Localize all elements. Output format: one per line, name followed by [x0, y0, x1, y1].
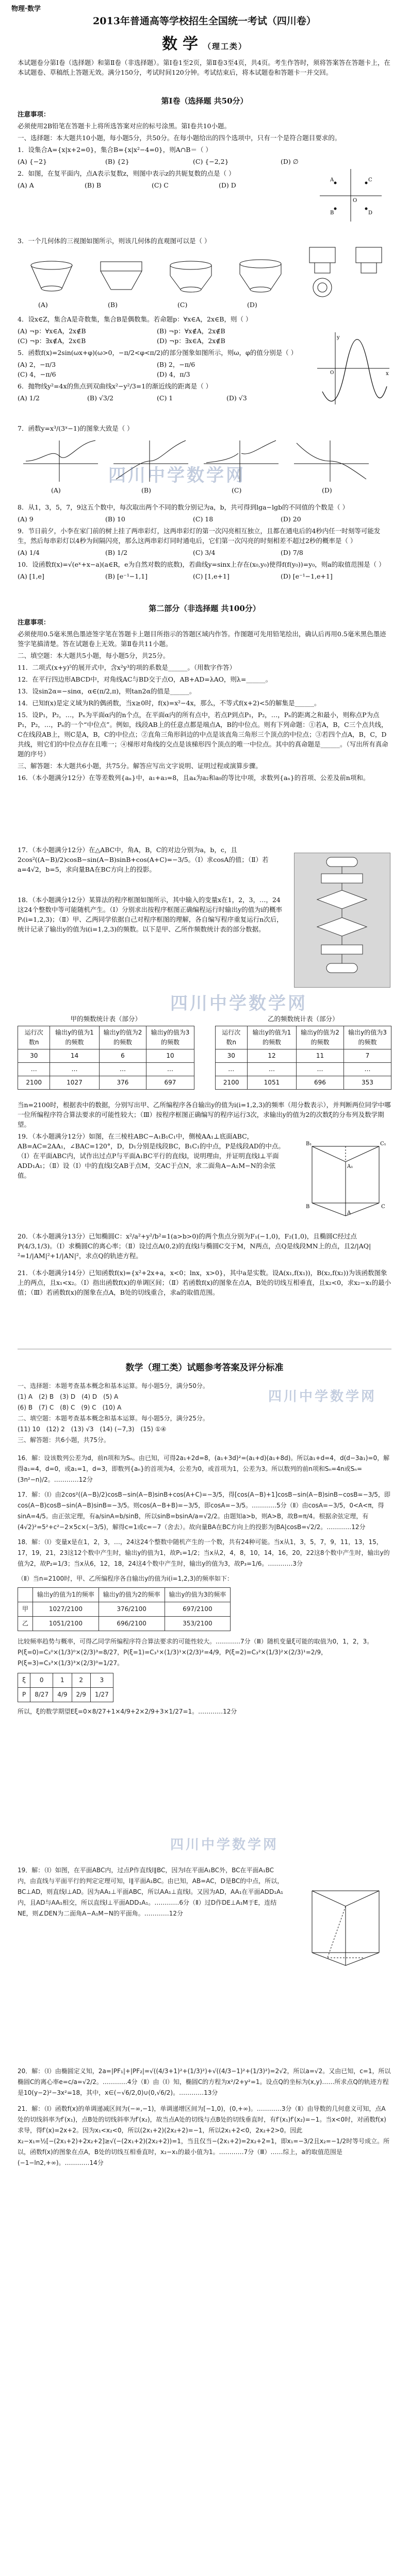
watermark-2: 四川中学数学网	[170, 993, 307, 1014]
solve-heading: 三、解答题：共6小题，共75分。	[18, 1436, 110, 1444]
question-16: 16．（本小题满分12分）在等差数列{aₙ}中，a₁+a₃=8，且a₄为a₂和a₉的等比中项，求数列{aₙ}的首项、公差及前n项和。	[18, 774, 370, 782]
q5-options: (A) 2，−π/3 (B) 2，−π/6 (C) 4，−π/6 (D) 4，π/3	[18, 361, 195, 378]
q2-options: (A) A (B) B (C) C (D) D	[18, 181, 236, 189]
question-7: 7．函数y=x³/(3ˣ−1)的图象大致是（ ）	[18, 425, 134, 432]
watermark-1: 四川中学数学网	[108, 465, 246, 486]
question-20: 20．（本小题满分13分）已知椭圆C：x²/a²+y²/b²=1(a>b>0)的两个焦点分别为F₁(−1,0)，F₂(1,0)，且椭圆C经过点P(4/3,1/3)。（Ⅰ）求椭圆C的离心率；（Ⅱ）设过点A(0,2)的直线l与椭圆C交于M，N两点，点Q是线段MN上的点，且2/|AQ|²=1/|AM|²+1/|AN|²，求点Q的轨迹方程。	[18, 1232, 371, 1260]
answer-18-more: 比较频率趋势与概率，可得乙同学所编程序符合算法要求的可能性较大。…………7分（Ⅲ）随机变量ξ可能的取值为0，1，2，3。P(ξ=0)=C₃⁰×(1/3)⁰×(2/3)³=8/27，P(ξ=1)=C₃¹×(1/3)¹×(2/3)²=4/9，P(ξ=2)=C₃²×(1/3)²×(2/3)¹=2/9，P(ξ=3)=C₃³×(1/3)³×(2/3)⁰=1/27。	[18, 1638, 373, 1667]
answer-19: 19．解：（Ⅰ）如图，在平面ABC内，过点P作直线l∥BC，因为l在平面A₁BC外，BC在平面A₁BC内，由直线与平面平行的判定定理可知，l∥平面A₁BC。由已知，AB=AC，D是BC的中点，所以，BC⊥AD，则直线l⊥AD。因为AA₁⊥平面ABC，所以AA₁⊥直线l。又因为AD，AA₁在平面ADD₁A₁内，且AD与AA₁相交，所以直线l⊥平面ADD₁A₁。…………6分（Ⅱ）过D作DE⊥A₁M于E，连结NE，则∠DEN为二面角A−A₁M−N的平面角。…………12分	[18, 1867, 284, 1917]
flowchart-figure	[294, 853, 390, 988]
svg-text:C: C	[381, 1204, 385, 1210]
three-view-figure	[304, 242, 392, 299]
subject-variant: （理工类）	[203, 42, 247, 51]
answer-17: 17．解：（Ⅰ）由2cos²((A−B)/2)cosB−sin(A−B)sinB+cos(A+C)=−3/5，得[cos(A−B)+1]cosB−sin(A−B)sinB−cosB=−3/5，即cos(A−B)cosB−sin(A−B)sinB=−3/5。则cos(A−B+B)=−3/5，即cosA=−3/5。…………5分（Ⅱ）由cosA=−3/5，0<A<π，得sinA=4/5。由正弦定理，有a/sinA=b/sinB，所以sinB=bsinA/a=√2/2。由题知a>b，则A>B，故B=π/4。根据余弦定理，有(4√2)²=5²+c²−2×5c×(−3/5)，解得c=1或c=−7（舍去）。故向量BA在BC方向上的投影为|BA|cosB=√2/2。…………12分	[18, 1491, 390, 1531]
table-jia-title: 甲的频数统计表（部分）	[70, 1015, 141, 1023]
solve-instruction: 三、解答题：本大题共6小题，共75分。解答应写出文字说明、证明过程或演算步骤。	[18, 762, 262, 770]
svg-text:x: x	[386, 371, 389, 377]
subject-title	[0, 31, 409, 54]
question-17: 17．（本小题满分12分）在△ABC中，角A，B，C的对边分别为a，b，c，且2cos²((A−B)/2)cosB−sin(A−B)sinB+cos(A+C)=−3/5。（Ⅰ）求cosA的值；（Ⅱ）若a=4√2，b=5，求向量BA在BC方向上的投影。	[18, 846, 269, 873]
part1-heading: 第Ⅰ卷（选择题 共50分）	[161, 96, 248, 106]
q7-options: (A) (B) (C) (D)	[51, 486, 332, 494]
svg-text:O: O	[353, 198, 357, 204]
question-15: 15．设P₁，P₂，…，Pₙ为平面α内的n个点，在平面α内的所有点中，若点P到点P₁，P₂，…，Pₙ的距离之和最小，则称点P为点P₁，P₂，…，Pₙ的一个“中位点”。例如，线段AB上的任意点都是端点A，B的中位点。则有下列命题：①若A，B，C三个点共线，C在线段AB上，则C是A，B，C的中位点；②直角三角形斜边的中点是该直角三角形三个顶点的中位点；③若四个点A，B，C，D共线，则它们的中位点存在且唯一；④梯形对角线的交点是该梯形四个顶点的唯一中位点。其中的真命题是______。（写出所有真命题的序号）	[18, 711, 388, 758]
complex-plane-figure	[315, 165, 387, 227]
answer-20: 20．解：（Ⅰ）由椭圆定义知，2a=|PF₁|+|PF₂|=√((4/3+1)²+(1/3)²)+√((4/3−1)²+(1/3)²)=2√2，所以a=√2。又由已知，c=1，所以椭圆C的离心率e=c/a=√2/2。…………4分（Ⅱ）由（Ⅰ）知，椭圆C的方程为x²/2+y²=1。设点Q的坐标为(x,y)……所求点Q的轨迹方程是10(y−2)²−3x²=18，其中，x∈(−√6/2,0)∪(0,√6/2)。…………13分	[18, 2067, 391, 2096]
q10-options: (A) [1,e] (B) [e⁻¹−1,1] (C) [1,e+1] (D) [e⁻¹−1,e+1]	[18, 572, 333, 580]
svg-text:B: B	[330, 210, 334, 216]
svg-text:O: O	[330, 370, 334, 376]
intro	[18, 58, 391, 79]
answer-19-figure	[302, 1875, 389, 1968]
svg-text:D: D	[368, 210, 373, 216]
question-1: 1．设集合A={x|x+2=0}，集合B={x|x²−4=0}，则A∩B＝（ ）	[18, 146, 212, 154]
q7-block	[18, 423, 391, 435]
question-9: 9．节日前夕，小李在家门前的树上挂了两串彩灯，这两串彩灯的第一次闪亮相互独立，且都在通电后的4秒内任一时刻等可能发生，然后每串彩灯以4秒为间隔闪亮，那么这两串彩灯同时通电后，它们第一次闪亮的时刻相差不超过2秒的概率是（ ）	[18, 527, 381, 545]
part1-notes: 必须使用2B铅笔在答题卡上将所选答案对应的标号涂黑。第Ⅰ卷共10小题。	[18, 122, 231, 130]
q4-options: (A) ¬p：∀x∈A，2x∉B (B) ¬p：∀x∉A，2x∉B (C) ¬p：∃x∉A，2x∈B (D) ¬p：∃x∈A，2x∉B	[18, 327, 225, 345]
question-14: 14．已知f(x)是定义域为R的偶函数，当x≥0时，f(x)=x²−4x，那么，不等式f(x+2)<5的解集是______。	[18, 699, 321, 707]
q8-q10-block	[18, 502, 391, 583]
q3-option-solids	[21, 258, 299, 299]
answer-21: 21．解：（Ⅰ）函数f(x)的单调递减区间为(−∞,−1)，单调递增区间为[−1,0)，(0,+∞)。…………3分（Ⅱ）由导数的几何意义可知，点A处的切线斜率为f′(x₁)，点B处的切线斜率为f′(x₂)，故当点A处的切线与点B处的切线垂直时，有f′(x₁)f′(x₂)=−1。当x<0时，对函数f(x)求导，得f′(x)=2x+2。因为x₁<x₂<0，所以(2x₁+2)(2x₂+2)=−1，所以2x₁+2<0，2x₂+2>0。因此x₂−x₁=½[−(2x₁+2)+2x₂+2]≥√(−(2x₁+2)(2x₂+2))=1，当且仅当−(2x₁+2)=2x₂+2=1，即x₁=−3/2且x₂=−1/2时等号成立。所以，函数f(x)的图象在点A，B处的切线互相垂直时，x₂−x₁的最小值为1。…………7分（Ⅲ）……综上，a的取值范围是(−1−ln2,+∞)。…………14分	[18, 2105, 390, 2166]
q20-q21-block	[18, 1231, 391, 1299]
svg-text:A: A	[347, 1210, 351, 1216]
answer-18-expect: 所以，ξ的数学期望Eξ=0×8/27+1×4/9+2×2/9+3×1/27=1。…………12分	[18, 1708, 237, 1715]
subject-name: 数学	[161, 35, 203, 53]
question-18-more: 当n=2100时，根据表中的数据，分别写出甲、乙所编程序各自输出y的值为i(i=1,2,3)的频率（用分数表示），并判断两位同学中哪一位所编程序符合算法要求的可能性较大；（Ⅲ）按程序框图正确编写的程序运行3次，求输出y的值为2的次数ξ的分布列及数学期望。	[18, 1101, 391, 1128]
table-jia: 运行次数n 输出y的值为1的频数 输出y的值为2的频数 输出y的值为3的频数 30 14 6 10 … … … … 2100 1027 376 697	[18, 1026, 194, 1090]
answer-18-freq-table: 输出y的值为1的频率 输出y的值为2的频率 输出y的值为3的频率 甲 1027/2100 376/2100 697/2100 乙 1051/2100 696/2100 353/2100	[18, 1587, 231, 1631]
question-12: 12．在平行四边形ABCD中，对角线AC与BD交于点O，AB+AD=λAO，则λ=______。	[18, 675, 272, 683]
answers-20-21	[18, 2066, 391, 2174]
part1-instruction: 一、选择题：本大题共10小题，每小题5分，共50分。在每小题给出的四个选项中，只有一个是符合题目要求的。	[18, 134, 341, 142]
table-yi: 运行次数n 输出y的值为1的频数 输出y的值为2的频数 输出y的值为3的频数 30 12 11 7 … … … … 2100 1051 696 353	[215, 1026, 392, 1090]
part2-notes: 必须使用0.5毫米黑色墨迹签字笔在答题卡上题目所指示的答题区域内作答。作图题可先用铅笔绘出，确认后再用0.5毫米黑色墨迹签字笔描清楚。答在试题卷上无效。第Ⅱ卷共11小题。	[18, 630, 386, 648]
choice-row-1: (1) A (2) B (3) D (4) D (5) A	[18, 1393, 119, 1400]
question-8: 8．从1，3，5，7，9这五个数中，每次取出两个不同的数分别记为a，b，共可得到lga−lgb的不同值的个数是（ ）	[18, 503, 349, 511]
exam-title: 2013年普通高等学校招生全国统一考试（四川卷）	[93, 15, 316, 27]
prism-figure	[302, 1131, 389, 1218]
answer-18-table-title: （Ⅱ）当n=2100时，甲、乙所编程序各自输出y的值为i(i=1,2,3)的频率如下：	[18, 1575, 233, 1582]
question-21: 21．（本小题满分14分）已知函数f(x)={x²+2x+a，x<0；lnx，x>0}，其中a是实数。设A(x₁,f(x₁))，B(x₂,f(x₂))为该函数图象上的两点，且x₁<x₂。（Ⅰ）指出函数f(x)的单调区间；（Ⅱ）若函数f(x)的图象在点A，B处的切线互相垂直，且x₂<0，求x₂−x₁的最小值；（Ⅲ）若函数f(x)的图象在点A，B处的切线重合，求a的取值范围。	[18, 1269, 391, 1296]
question-2: 2．如图，在复平面内，点A表示复数z，则图中表示z的共轭复数的点是（ ）	[18, 170, 235, 177]
part2-fill-block	[18, 617, 391, 785]
svg-text:B₁: B₁	[306, 1141, 312, 1147]
q3-options: (A) (B) (C) (D)	[38, 301, 257, 309]
svg-text:y: y	[337, 335, 340, 341]
question-11: 11．二项式(x+y)⁵的展开式中，含x²y³的项的系数是______。（用数字作答）	[18, 664, 236, 671]
answer-18-dist-table: ξ 0 1 2 3 P 8/27 4/9 2/9 1/27	[18, 1673, 113, 1702]
q4-q6-block	[18, 314, 306, 405]
intro-text: 本试题卷分第Ⅰ卷（选择题）和第Ⅱ卷（非选择题）。第Ⅰ卷1至2页，第Ⅱ卷3至4页，共4页。考生作答时，须将答案答在答题卡上，在本试题卷、草稿纸上答题无效。满分150分，考试时间120分钟。考试结束后，将本试题卷和答题卡一并交回。	[18, 59, 390, 76]
question-18: 18．（本小题满分12分）某算法的程序框图如图所示，其中输入的变量x在1，2，3，…，24这24个整数中等可能随机产生。（Ⅰ）分别求出按程序框图正确编程运行时输出y的值为i的概率Pᵢ(i=1,2,3)；（Ⅱ）甲、乙两同学依据自己对程序框图的理解，各自编写程序重复运行n次后，统计记录了输出y的值为i(i=1,2,3)的频数。以下是甲、乙所作频数统计表的部分数据。	[18, 896, 283, 933]
svg-text:B: B	[306, 1204, 310, 1210]
question-6: 6．抛物线y²=4x的焦点到双曲线x²−y²/3=1的渐近线的距离是（ ）	[18, 382, 212, 390]
table-yi-title: 乙的频数统计表（部分）	[267, 1015, 339, 1023]
sine-graph-figure	[315, 330, 392, 407]
q9-options: (A) 1/4 (B) 1/2 (C) 3/4 (D) 7/8	[18, 549, 303, 556]
q18-tables	[18, 1014, 391, 1090]
answers-19	[18, 1865, 286, 1923]
answers-16-18	[18, 1453, 391, 1721]
question-5: 5．函数f(x)=2sin(ωx+φ)(ω>0，−π/2<φ<π/2)的部分图象如图所示，则ω，φ的值分别是（ ）	[18, 349, 298, 357]
question-3: 3．一个几何体的三视图如图所示，则该几何体的直观图可以是（ ）	[18, 237, 211, 245]
fill-instruction: 二、填空题：本大题共5小题，每小题5分，共25分。	[18, 652, 170, 659]
svg-text:C: C	[368, 177, 372, 183]
part2-heading: 第二部分（非选择题 共100分）	[149, 604, 260, 613]
choice-heading: 一、选择题：本题考查基本概念和基本运算。每小题5分，满分50分。	[18, 1382, 209, 1389]
q6-options: (A) 1/2 (B) √3/2 (C) 1 (D) √3	[18, 394, 247, 402]
svg-text:C₁: C₁	[380, 1141, 386, 1147]
q1-options: (A) {−2} (B) {2} (C) {−2,2} (D) ∅	[18, 158, 299, 165]
answers-title: 数学（理工类）试题参考答案及评分标准	[125, 1363, 284, 1373]
watermark-4: 四川中学数学网	[170, 1837, 279, 1853]
question-13: 13．设sin2α=−sinα，α∈(π/2,π)，则tan2α的值是______。	[18, 687, 196, 695]
header-tag: 物理·数学	[11, 5, 41, 13]
watermark-3: 四川中学数学网	[268, 1389, 377, 1404]
choice-row-2: (6) B (7) C (8) C (9) C (10) A	[18, 1404, 122, 1411]
part2-notes-title: 注意事项：	[18, 618, 50, 626]
fill-row: (11) 10 (12) 2 (13) √3 (14) (−7,3) (15) ①④	[18, 1426, 167, 1433]
question-4: 4．设x∈Z，集合A是奇数集，集合B是偶数集。若命题p：∀x∈A，2x∈B，则（ ）	[18, 315, 252, 323]
question-10: 10．设函数f(x)=√(eˣ+x−a)(a∈R，e为自然对数的底数)，若曲线y=sinx上存在(x₀,y₀)使得f(f(y₀))=y₀，则a的取值范围是（ ）	[18, 561, 385, 568]
fill-heading: 二、填空题：本题考查基本概念和基本运算。每小题5分，满分25分。	[18, 1415, 209, 1422]
answer-18: 18．解：（Ⅰ）变量x是在1，2，3，…，24这24个整数中随机产生的一个数，共有24种可能。当x从1，3，5，7，9，11，13，15，17，19，21，23这12个数中产生时，输出y的值为1，故P₁=1/2；当x从2，4，8，10，14，16，20，22这8个数中产生时，输出y的值为2，故P₂=1/3；当x从6，12，18，24这4个数中产生时，输出y的值为3，故P₃=1/6。…………3分	[18, 1538, 390, 1567]
svg-text:A: A	[330, 177, 334, 183]
q17-block	[18, 845, 286, 936]
part1-notes-title: 注意事项：	[18, 110, 50, 118]
svg-text:A₁: A₁	[347, 1164, 353, 1170]
answer-16: 16．解：设该数列公差为d，前n项和为Sₙ。由已知，可得2a₁+2d=8，(a₁+3d)²=(a₁+d)(a₁+8d)。所以a₁+d=4，d(d−3a₁)=0，解得a₁=4，d=0，或a₁=1，d=3，即数列{aₙ}的首项为4，公差为0，或首项为1，公差为3。所以数列的前n项和Sₙ=4n或Sₙ=(3n²−n)/2。…………12分	[18, 1454, 390, 1483]
question-19: 19．（本小题满分12分）如图，在三棱柱ABC−A₁B₁C₁中，侧棱AA₁⊥底面ABC，AB=AC=2AA₁，∠BAC=120°，D，D₁分别是线段BC，B₁C₁的中点，P是线段AD的中点。（Ⅰ）在平面ABC内，试作出过点P与平面A₁BC平行的直线l，说明理由，并证明直线l⊥平面ADD₁A₁；（Ⅱ）设（Ⅰ）中的直线l交AB于点M，交AC于点N，求二面角A−A₁M−N的余弦值。	[18, 1132, 285, 1179]
q8-options: (A) 9 (B) 10 (C) 18 (D) 20	[18, 515, 301, 523]
